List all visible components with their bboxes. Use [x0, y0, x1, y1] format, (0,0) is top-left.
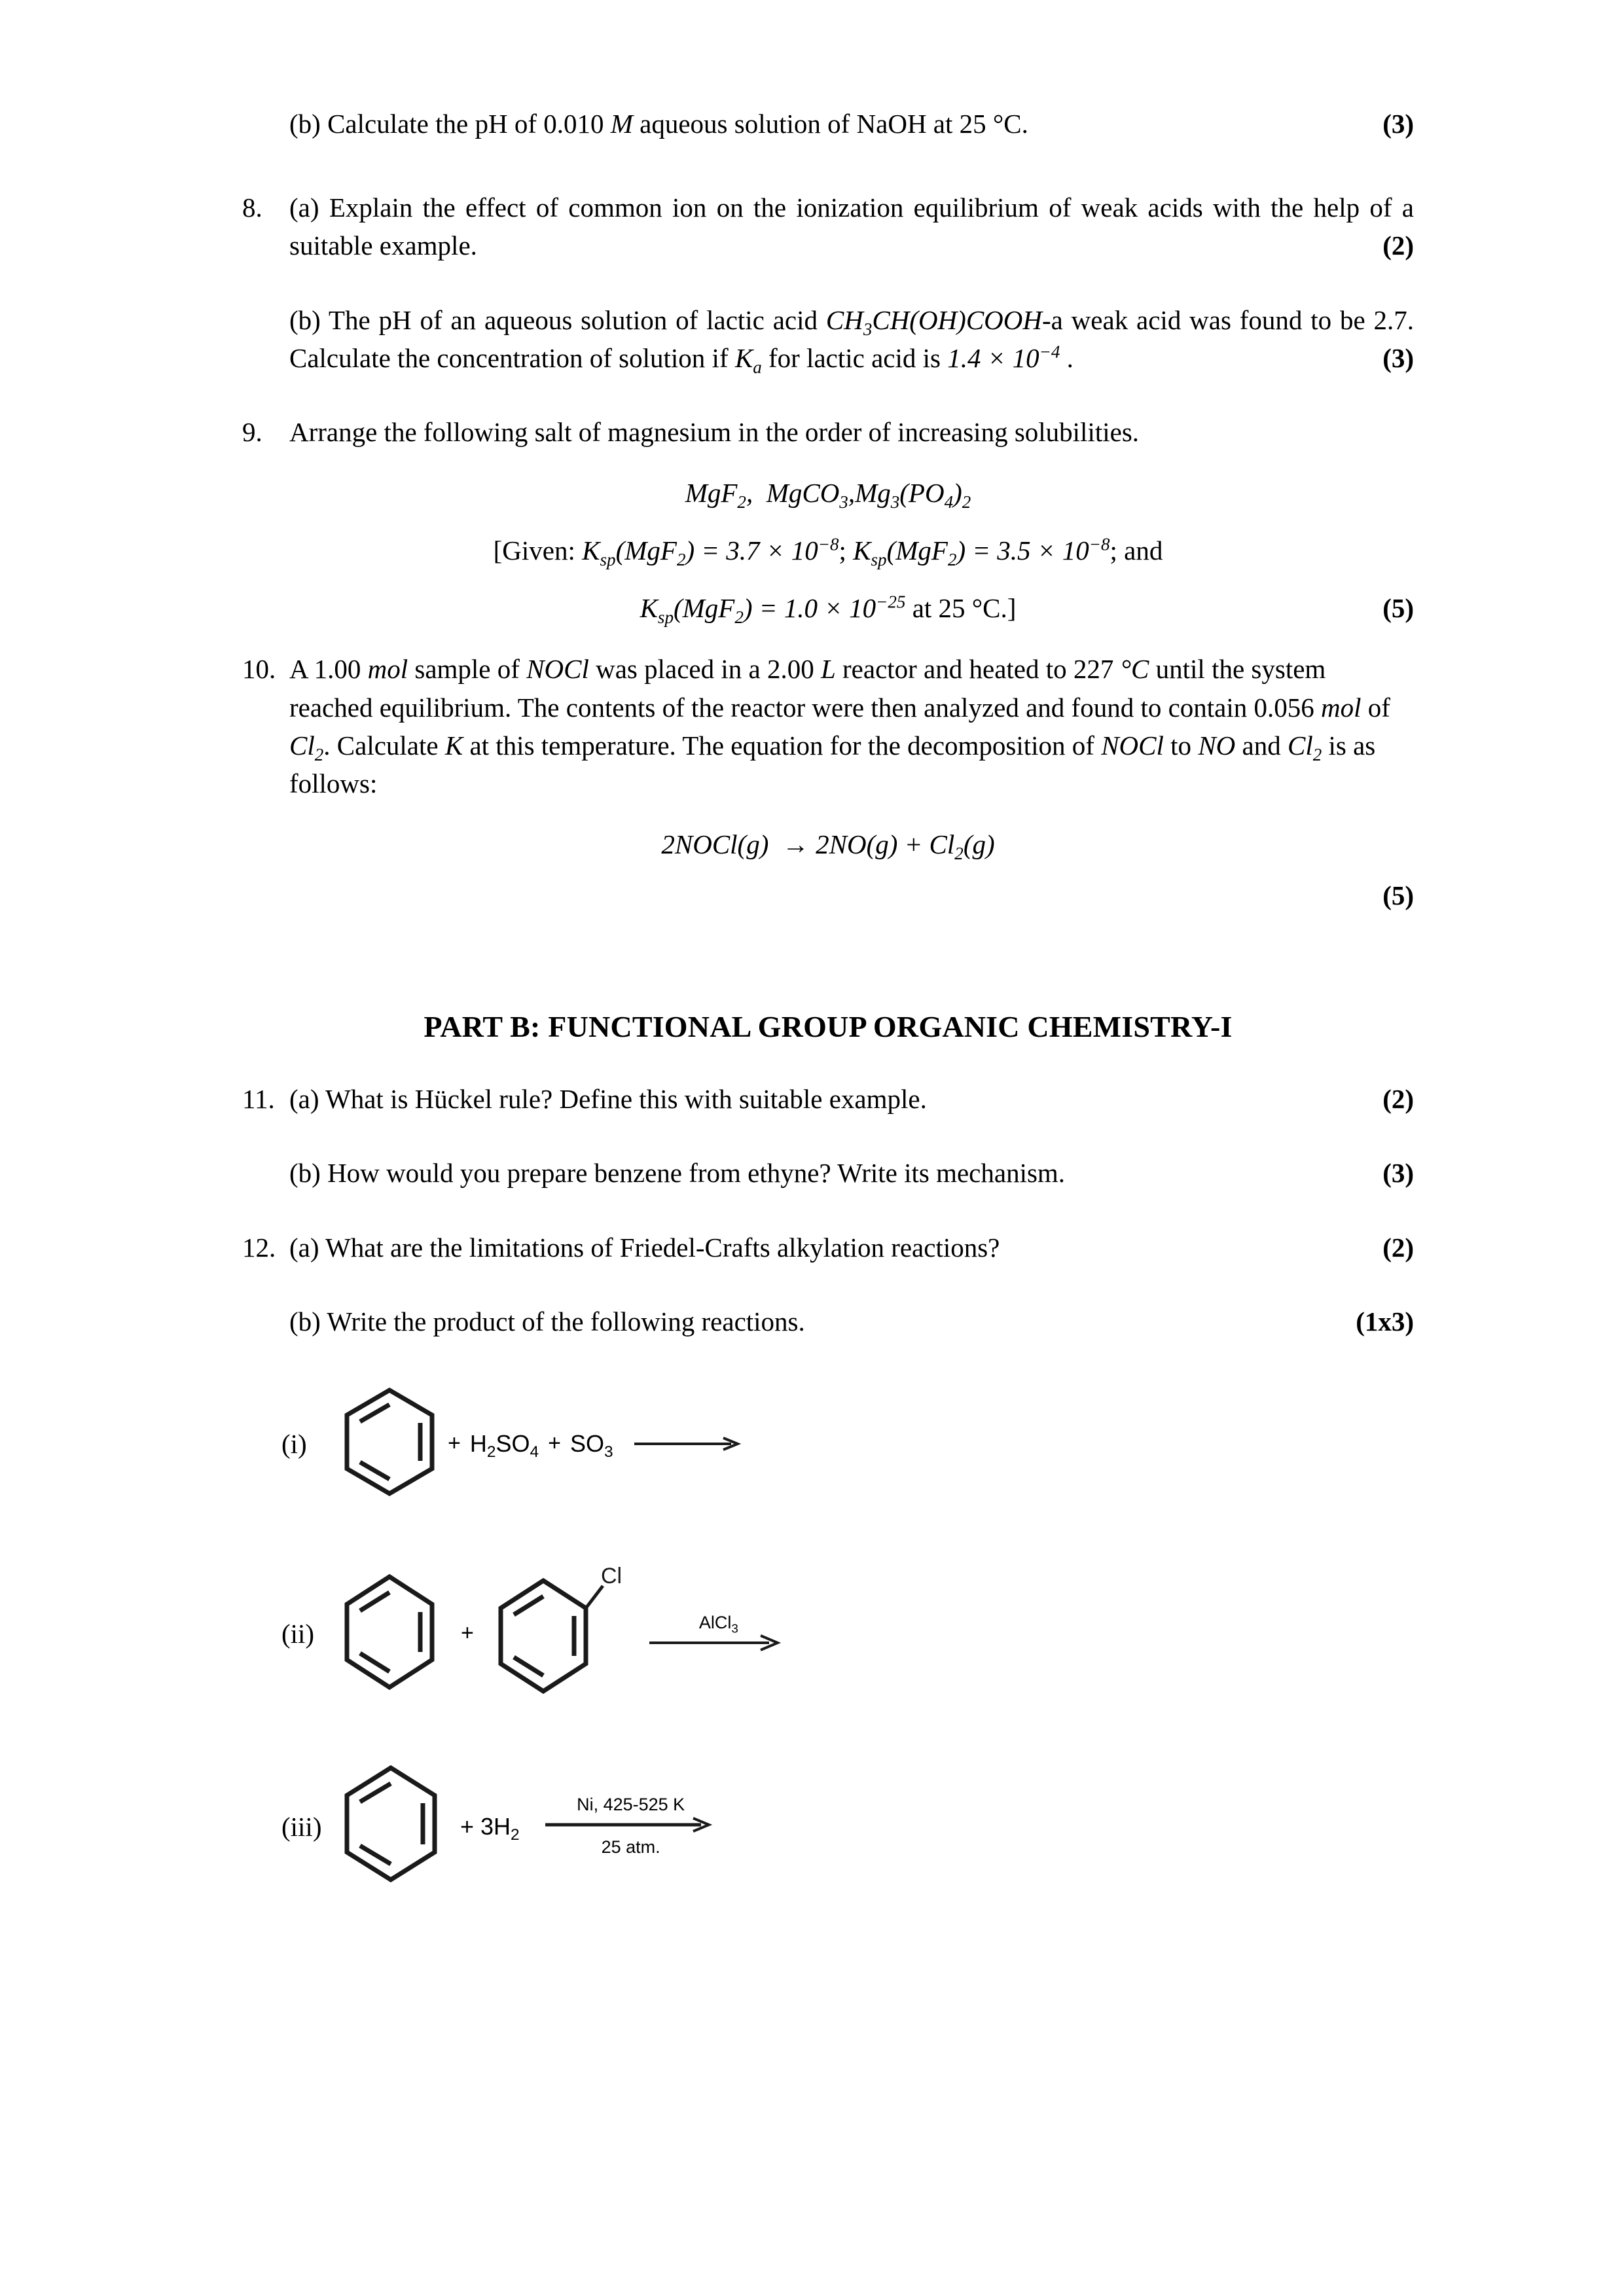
question-11b-text: How would you prepare benzene from ethyne? Write its mechanism.	[327, 1158, 1066, 1189]
species-nocl-1: NOCl	[526, 654, 589, 685]
question-8b-row	[242, 301, 1414, 377]
q10-t5: of	[1361, 692, 1390, 723]
question-9-marks: (5)	[1382, 593, 1414, 624]
question-11a-text: What is Hückel rule? Define this with suitable example.	[325, 1084, 927, 1115]
lactic-acid-formula: $CH_3CH(OH)COOH$	[825, 304, 1042, 339]
question-12a-marks: (2)	[1382, 1232, 1414, 1263]
nocl-decomposition-equation	[242, 829, 1414, 864]
question-10-row	[242, 650, 1414, 802]
question-9-number: 9.	[242, 417, 262, 448]
salt-mgco3: MgCO$_3$	[766, 478, 848, 512]
question-7b-marks: (3)	[1382, 109, 1414, 139]
species-no: NO	[1198, 730, 1236, 761]
ksp-value-2: $K_{sp}(MgF_2) = 3.5 \times 10^{-8}$	[853, 534, 1110, 570]
q10-t4: until the system reached equilibrium. The contents of the reactor were then analyzed and found to contain 0.056	[289, 654, 1326, 723]
condition-catalyst-temperature: Ni, 425-525 K	[577, 1795, 685, 1815]
q10-t3: reactor and heated to 227	[835, 654, 1121, 685]
question-12b-label: (b)	[289, 1306, 321, 1336]
question-8a-row	[242, 188, 1414, 264]
question-11b-body	[289, 1154, 1414, 1192]
page-content	[242, 0, 1414, 1893]
question-9-row	[242, 413, 1414, 451]
benzene-ring-icon	[340, 1385, 439, 1503]
question-8b-body	[289, 301, 1414, 377]
ksp-given-line-1	[242, 534, 1414, 570]
question-9-body	[289, 413, 1414, 451]
question-12a-text: What are the limitations of Friedel-Crafts alkylation reactions?	[325, 1232, 1000, 1263]
question-7b-label: (b)	[289, 109, 321, 139]
reaction-ii-label: (ii)	[281, 1618, 315, 1649]
reaction-arrow-icon: →	[782, 829, 809, 860]
question-11b-row	[242, 1154, 1414, 1192]
reaction-i-plus-2: +	[548, 1431, 561, 1456]
question-7b-row	[242, 105, 1414, 143]
question-8b-text-4: .	[1060, 342, 1074, 373]
question-8a-body	[289, 188, 1414, 264]
question-8a-label: (a)	[289, 192, 319, 223]
unit-mol-2: mol	[1321, 692, 1362, 723]
part-b-title: PART B: FUNCTIONAL GROUP ORGANIC CHEMISTRY-I	[424, 1010, 1233, 1044]
equation-lhs: 2NOCl(g)	[661, 829, 769, 860]
reaction-ii-plus-1: +	[461, 1621, 474, 1646]
reaction-iii-arrow-icon	[544, 1816, 717, 1833]
q10-t1: sample of	[408, 654, 527, 685]
reaction-i-arrow-icon	[633, 1434, 744, 1454]
q10-t6: . Calculate	[323, 730, 445, 761]
ka-value: $1.4 \times 10^{-4}$	[947, 342, 1060, 373]
temperature-227c: °C	[1120, 654, 1149, 685]
question-10-marks: (5)	[1382, 880, 1414, 911]
question-12b-marks: (1x3)	[1356, 1306, 1414, 1336]
reagent-hydrogen: + $3H_2$	[460, 1812, 520, 1844]
magnesium-salts-formula-line	[242, 477, 1414, 512]
benzene-ring-icon	[340, 1763, 442, 1890]
species-cl2-1: $Cl_2$	[289, 730, 324, 764]
question-8-number: 8.	[242, 192, 262, 223]
question-12a-label: (a)	[289, 1232, 319, 1263]
equation-rhs-1: 2NO(g)	[816, 829, 898, 860]
reaction-iii-label: (iii)	[281, 1811, 322, 1842]
equation-plus: +	[904, 829, 923, 860]
ksp-value-1: $K_{sp}(MgF_2) = 3.7 \times 10^{-8}$	[582, 534, 839, 570]
question-9-text: Arrange the following salt of magnesium in the order of increasing solubilities.	[289, 417, 1140, 448]
ksp-given-line-2	[242, 592, 1414, 628]
chlorobenzene-ring-icon	[496, 1566, 621, 1700]
ksp-separator-1: ;	[839, 535, 854, 566]
question-12a-body	[289, 1229, 1414, 1266]
question-11a-body	[289, 1080, 1414, 1118]
unit-mol-1: mol	[367, 654, 408, 685]
reaction-ii-arrow-group	[643, 1612, 794, 1655]
q10-t0: A 1.00	[289, 654, 368, 685]
question-12b-body	[289, 1302, 1414, 1340]
unit-litre: L	[820, 654, 836, 685]
question-11-number: 11.	[242, 1084, 275, 1115]
question-10-number: 10.	[242, 654, 276, 685]
svg-text:Cl: Cl	[600, 1566, 621, 1589]
q10-t9: and	[1235, 730, 1288, 761]
equation-rhs-2: $Cl_2(g)$	[929, 829, 995, 864]
question-12a-row	[242, 1229, 1414, 1266]
benzene-ring-icon	[340, 1571, 439, 1696]
ksp-suffix-2: at 25 °C.]	[905, 593, 1017, 624]
salt-mgf2: MgF$_2$	[685, 478, 746, 512]
salt-mg3po42: $Mg_3(PO_4)_2$	[855, 478, 971, 512]
reaction-i-plus-1: +	[448, 1431, 461, 1456]
q10-t8: to	[1163, 730, 1199, 761]
reaction-scheme-i	[242, 1380, 1414, 1507]
condition-pressure: 25 atm.	[601, 1837, 660, 1857]
molarity-symbol: M	[610, 109, 633, 139]
question-7b-text-before: Calculate the pH of 0.010	[327, 109, 611, 139]
question-8b-text-1: The pH of an aqueous solution of lactic acid	[328, 304, 826, 335]
formula-separator-1: ,	[746, 478, 767, 509]
reagent-h2so4: $H_2SO_4$	[469, 1429, 539, 1461]
question-12b-row	[242, 1302, 1414, 1340]
question-12-number: 12.	[242, 1232, 276, 1263]
formula-separator-2: ,	[848, 478, 856, 509]
ksp-value-3: $K_{sp}(MgF_2) = 1.0 \times 10^{-25}$	[640, 592, 906, 628]
question-11b-label: (b)	[289, 1158, 321, 1189]
question-12b-text: Write the product of the following reactions.	[327, 1306, 805, 1336]
reaction-i-label: (i)	[281, 1428, 307, 1459]
reaction-scheme-iii	[242, 1759, 1414, 1893]
question-7b-text-after: aqueous solution of NaOH at 25 °C.	[632, 109, 1028, 139]
question-8b-marks: (3)	[1382, 342, 1414, 373]
q10-t10: is as follows:	[289, 730, 1376, 798]
equilibrium-constant-k: K	[444, 730, 463, 761]
given-prefix: [Given:	[493, 535, 583, 566]
question-7b-body	[289, 105, 1414, 143]
catalyst-alcl3: AlCl$_3$	[698, 1613, 738, 1636]
question-11a-row	[242, 1080, 1414, 1118]
question-8a-text: Explain the effect of common ion on the ionization equilibrium of weak acids with the help of a suitable example.	[289, 192, 1415, 261]
ksp-suffix-1: ; and	[1110, 535, 1163, 566]
reaction-iii-arrow-group	[543, 1794, 719, 1859]
reaction-ii-arrow-icon	[648, 1634, 789, 1651]
question-8a-marks: (2)	[1382, 230, 1414, 261]
q10-t7: at this temperature. The equation for the decomposition of	[463, 730, 1102, 761]
question-11a-label: (a)	[289, 1084, 319, 1115]
question-10-body	[289, 650, 1414, 802]
question-11a-marks: (2)	[1382, 1084, 1414, 1115]
species-cl2-2: $Cl_2$	[1287, 730, 1322, 764]
reagent-so3: $SO_3$	[569, 1429, 613, 1461]
question-8b-label: (b)	[289, 304, 321, 335]
q10-t2: was placed in a 2.00	[588, 654, 821, 685]
question-8b-text-3: for lactic acid is	[761, 342, 948, 373]
question-11b-marks: (3)	[1382, 1158, 1414, 1189]
ka-symbol: $K_a$	[734, 342, 762, 378]
species-nocl-2: NOCl	[1101, 730, 1164, 761]
reaction-scheme-ii	[242, 1563, 1414, 1704]
question-8b-text-2: -a weak acid was found to be 2.7. Calculate the concentration of solution if	[289, 304, 1415, 373]
